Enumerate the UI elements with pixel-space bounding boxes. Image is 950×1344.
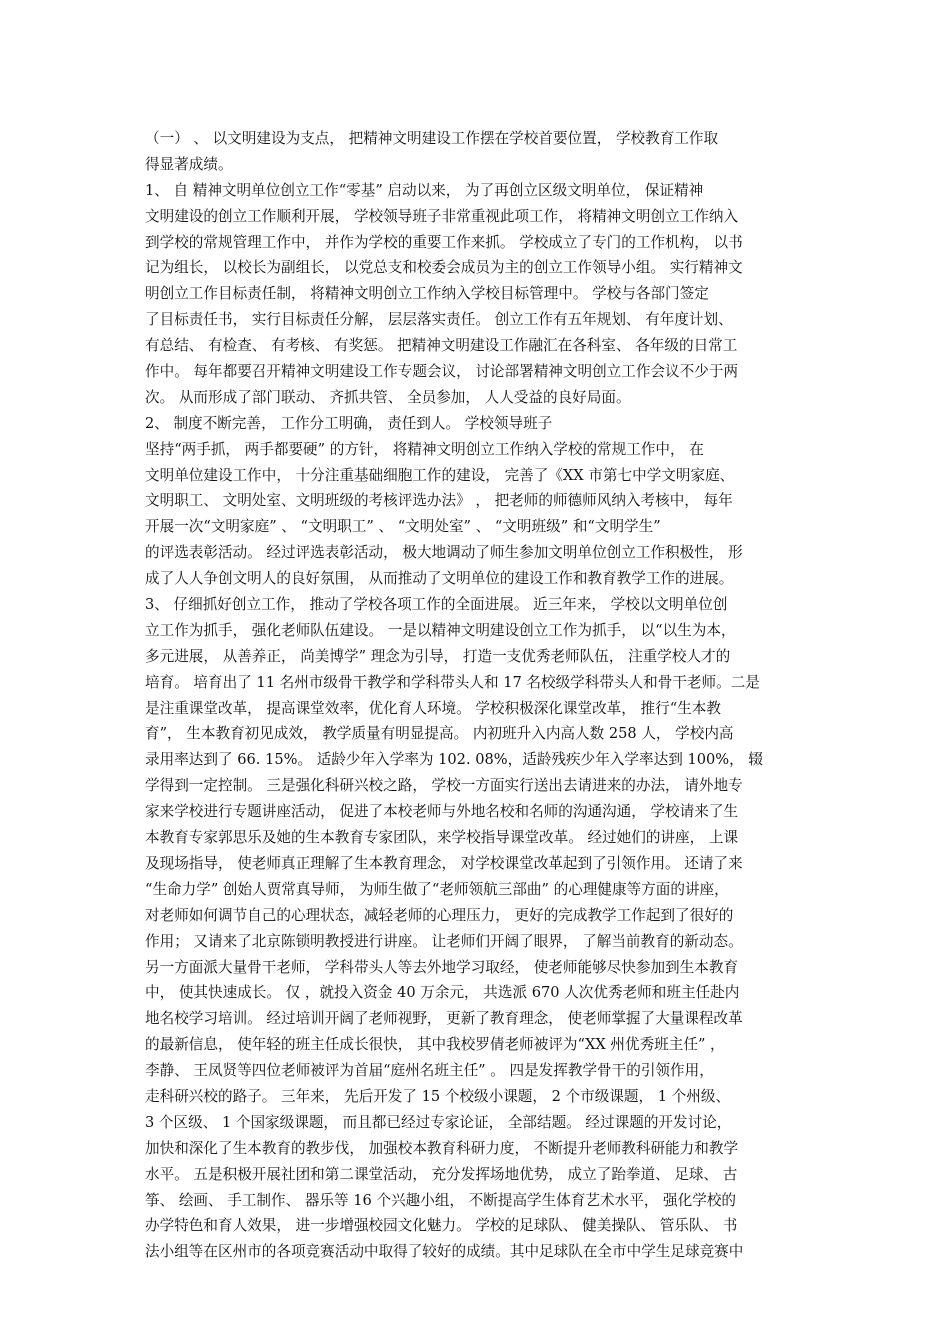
text-line: 中， 使其快速成长。 仅 ，就投入资金 40 万余元， 共选派 670 人次优秀老师和班主任赴内 [145, 984, 740, 1002]
text-line: 1、 自 精神文明单位创立工作“零基” 启动以来， 为了再创立区级文明单位， 保证精神 [145, 181, 704, 199]
text-line: 李静、 王凤贤等四位老师被评为首届“庭州名班主任” 。 四是发挥教学骨干的引领作用， [145, 1062, 714, 1080]
text-line: （一） 、 以文明建设为支点， 把精神文明建设工作摆在学校首要位置， 学校教育工作取 [145, 130, 719, 147]
text-line: 记为组长， 以校长为副组长， 以党总支和校委会成员为主的创立工作领导小组。 实行精神文 [145, 259, 743, 277]
text-line: 坚持“两手抓， 两手都要硬” 的方针， 将精神文明创立工作纳入学校的常规工作中， 在 [145, 440, 704, 458]
text-line: 办学特色和育人效果， 进一步增强校园文化魅力。 学校的足球队、 健美操队、 管乐队、 书 [145, 1217, 738, 1235]
text-line: 3 个区级、 1 个国家级课题， 而且都已经过专家论证， 全部结题。 经过课题的开发讨论， [145, 1113, 732, 1131]
text-line: 另一方面派大量骨干老师， 学科带头人等去外地学习取经， 使老师能够尽快参加到生本教育 [145, 958, 739, 976]
text-line: 学得到一定控制。 三是强化科研兴校之路， 学校一方面实行送出去请进来的办法， 请外地专 [145, 777, 743, 795]
text-line: 有总结、 有检查、 有考核、 有奖惩。 把精神文明建设工作融汇在各科室、 各年级的日常工 [145, 337, 738, 355]
text-line: 筝、 绘画、 手工制作、 器乐等 16 个兴趣小组， 不断提高学生体育艺术水平， 强化学校的 [145, 1191, 737, 1209]
text-line: 明创立工作目标责任制， 将精神文明创立工作纳入学校目标管理中。 学校与各部门签定 [145, 285, 709, 303]
text-line: 的评选表彰活动。 经过评选表彰活动， 极大地调动了师生参加文明单位创立工作积极性， 形 [145, 544, 743, 562]
text-line: 走科研兴校的路子。 三年来， 先后开发了 15 个校级小课题， 2 个市级课题， 1 个州级、 [145, 1087, 731, 1105]
text-line: 文明职工、 文明处室、文明班级的考核评选办法》 ， 把老师的师德师风纳入考核中， 每年 [145, 492, 733, 510]
text-line: 开展一次“文明家庭” 、 “文明职工” 、 “文明处室” 、 “文明班级” 和“文明学生” [145, 518, 661, 536]
text-line: 得显著成绩。 [145, 155, 233, 173]
text-line: 作中。 每年都要召开精神文明建设工作专题会议， 讨论部署精神文明创立工作会议不少于两 [145, 363, 739, 381]
text-line: 培育。 培育出了 11 名州市级骨干教学和学科带头人和 17 名校级学科带头人和骨干老师。二是 [145, 673, 760, 691]
text-line: 了目标责任书， 实行目标责任分解， 层层落实责任。 创立工作有五年规划、 有年度计划、 [145, 311, 733, 329]
text-line: 2、 制度不断完善， 工作分工明确， 责任到人。 学校领导班子 [145, 414, 553, 432]
text-line: 及现场指导， 使老师真正理解了生本教育理念， 对学校课堂改革起到了引领作用。 还请了来 [145, 854, 743, 872]
text-line: 成了人人争创文明人的良好氛围， 从而推动了文明单位的建设工作和教育教学工作的进展。 [145, 570, 734, 588]
text-line: 次。 从而形成了部门联动、 齐抓共管、 全员参加， 人人受益的良好局面。 [145, 388, 631, 406]
text-line: 法小组等在区州市的各项竞赛活动中取得了较好的成绩。其中足球队在全市中学生足球竞赛中 [145, 1243, 744, 1261]
text-line: 作用； 又请来了北京陈锁明教授进行讲座。 让老师们开阔了眼界， 了解当前教育的新动态。 [145, 932, 743, 950]
text-line: 是注重课堂改革， 提高课堂效率，优化育人环境。 学校积极深化课堂改革， 推行“生本教 [145, 699, 721, 717]
text-line: 到学校的常规管理工作中， 并作为学校的重要工作来抓。 学校成立了专门的工作机构， 以书 [145, 233, 743, 251]
body-text [145, 126, 813, 1265]
text-line: 地名校学习培训。 经过培训开阔了老师视野， 更新了教育理念， 使老师掌握了大量课程改革 [145, 1010, 743, 1028]
text-line: 对老师如何调节自己的心理状态，减轻老师的心理压力， 更好的完成教学工作起到了很好的 [145, 906, 734, 924]
text-line: 3、 仔细抓好创立工作， 推动了学校各项工作的全面进展。 近三年来， 学校以文明单位创 [145, 596, 728, 614]
text-line: 多元进展， 从善养正， 尚美博学” 理念为引导， 打造一支优秀老师队伍， 注重学校人才的 [145, 647, 731, 665]
text-line: 的最新信息， 使年轻的班主任成长很快， 其中我校罗倩老师被评为“XX 州优秀班主任” ， [145, 1036, 725, 1054]
text-line: 录用率达到了 66. 15%。 适龄少年入学率为 102. 08%，适龄残疾少年入学率达到 100%， 辍 [145, 751, 763, 769]
text-line: 加快和深化了生本教育的教步伐， 加强校本教育科研力度， 不断提升老师教科研能力和教学 [145, 1139, 739, 1157]
text-line: 水平。 五是积极开展社团和第二课堂活动， 充分发挥场地优势， 成立了跆拳道、 足球、 古 [145, 1165, 738, 1183]
text-line: 家来学校进行专题讲座活动， 促进了本校老师与外地名校和名师的沟通沟通， 学校请来了生 [145, 803, 739, 821]
text-line: 文明单位建设工作中， 十分注重基础细胞工作的建设， 完善了《XX 市第七中学文明家庭、 [145, 466, 735, 484]
text-line: 立工作为抓手， 强化老师队伍建设。 一是以精神文明建设创立工作为抓手， 以“以生为本， [145, 621, 736, 639]
text-line: 育”， 生本教育初见成效， 教学质量有明显提高。 内初班升入内高人数 258 人， 学校内高 [145, 725, 734, 743]
text-line: 文明建设的创立工作顺利开展， 学校领导班子非常重视此项工作， 将精神文明创立工作纳入 [145, 207, 739, 225]
text-line: 本教育专家郭思乐及她的生本教育专家团队，来学校指导课堂改革。 经过她们的讲座， 上课 [145, 829, 739, 847]
text-line: “生命力学” 创始人贾常真导师， 为师生做了“老师领航三部曲” 的心理健康等方面的讲座， [145, 880, 729, 898]
